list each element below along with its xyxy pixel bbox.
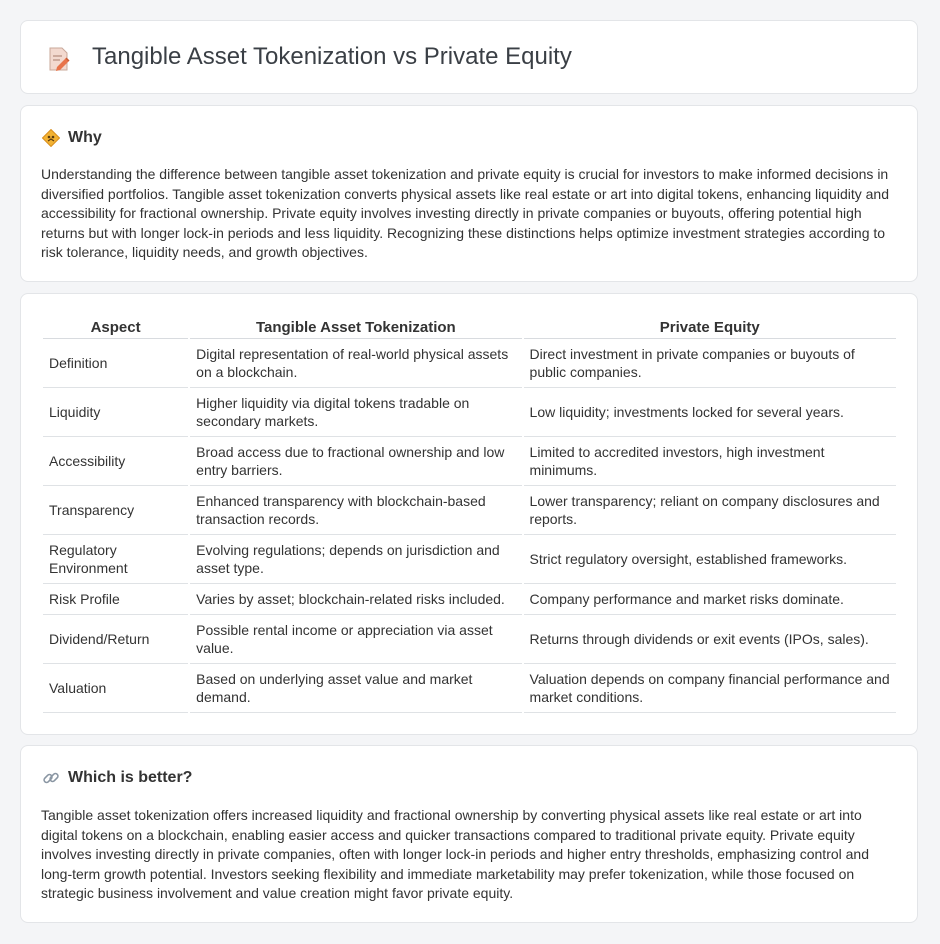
better-heading: Which is better? <box>68 769 193 786</box>
which-is-better-section <box>20 745 918 923</box>
aspect-cell: Regulatory Environment <box>43 535 188 584</box>
tokenization-cell: Broad access due to fractional ownership and low entry barriers. <box>190 437 521 486</box>
private-equity-cell: Direct investment in private companies or buyouts of public companies. <box>524 339 896 388</box>
table-row <box>43 615 896 664</box>
caution-sign-icon <box>42 129 60 147</box>
table-row <box>43 584 896 615</box>
table-row <box>43 486 896 535</box>
table-row <box>43 339 896 388</box>
private-equity-cell: Valuation depends on company financial performance and market conditions. <box>524 664 896 713</box>
tokenization-cell: Based on underlying asset value and market demand. <box>190 664 521 713</box>
table-row <box>43 388 896 437</box>
header-aspect: Aspect <box>43 316 188 339</box>
aspect-cell: Definition <box>43 339 188 388</box>
why-text: Understanding the difference between tangible asset tokenization and private equity is crucial for investors to make informed decisions in diversified portfolios. Tangible asset tokenization converts physical assets like real estate or art into digital tokens, enhancing liquidity and accessibility for fractional ownership. Private equity involves investing directly in private companies or buyouts, offering potential high returns but with longer lock-in periods and less liquidity. Recognizing these distinctions helps optimize investment strategies according to risk tolerance, liquidity needs, and growth objectives. <box>41 166 889 260</box>
document-pencil-icon <box>47 46 71 72</box>
header-private-equity: Private Equity <box>524 316 896 339</box>
tokenization-cell: Higher liquidity via digital tokens tradable on secondary markets. <box>190 388 521 437</box>
aspect-cell: Liquidity <box>43 388 188 437</box>
why-section <box>20 105 918 282</box>
better-text: Tangible asset tokenization offers increased liquidity and fractional ownership by converting physical assets like real estate or art into digital tokens on a blockchain, enabling easier access and quicker transactions compared to traditional private equity. Private equity involves investing directly in private companies, often with longer lock-in periods and higher entry thresholds, emphasizing control and long-term growth potential. Investors seeking flexibility and immediate marketability may prefer tokenization, while those focused on strategic business involvement and value creation might favor private equity. <box>41 807 869 901</box>
page-title: Tangible Asset Tokenization vs Private Equity <box>92 43 572 70</box>
title-card <box>20 20 918 94</box>
aspect-cell: Risk Profile <box>43 584 188 615</box>
tokenization-cell: Evolving regulations; depends on jurisdiction and asset type. <box>190 535 521 584</box>
comparison-table-section <box>20 293 918 735</box>
tokenization-cell: Digital representation of real-world physical assets on a blockchain. <box>190 339 521 388</box>
table-row <box>43 664 896 713</box>
link-icon <box>42 769 60 787</box>
aspect-cell: Accessibility <box>43 437 188 486</box>
tokenization-cell: Possible rental income or appreciation via asset value. <box>190 615 521 664</box>
private-equity-cell: Returns through dividends or exit events (IPOs, sales). <box>524 615 896 664</box>
private-equity-cell: Limited to accredited investors, high investment minimums. <box>524 437 896 486</box>
private-equity-cell: Strict regulatory oversight, established frameworks. <box>524 535 896 584</box>
aspect-cell: Transparency <box>43 486 188 535</box>
why-heading: Why <box>68 129 102 146</box>
private-equity-cell: Company performance and market risks dominate. <box>524 584 896 615</box>
table-row <box>43 437 896 486</box>
aspect-cell: Valuation <box>43 664 188 713</box>
private-equity-cell: Lower transparency; reliant on company disclosures and reports. <box>524 486 896 535</box>
why-heading-row <box>42 127 102 149</box>
better-heading-row <box>42 767 192 789</box>
tokenization-cell: Enhanced transparency with blockchain-based transaction records. <box>190 486 521 535</box>
table-row <box>43 535 896 584</box>
private-equity-cell: Low liquidity; investments locked for several years. <box>524 388 896 437</box>
header-tokenization: Tangible Asset Tokenization <box>190 316 521 339</box>
table-header-row <box>43 316 896 339</box>
aspect-cell: Dividend/Return <box>43 615 188 664</box>
comparison-table <box>41 316 898 713</box>
tokenization-cell: Varies by asset; blockchain-related risks included. <box>190 584 521 615</box>
